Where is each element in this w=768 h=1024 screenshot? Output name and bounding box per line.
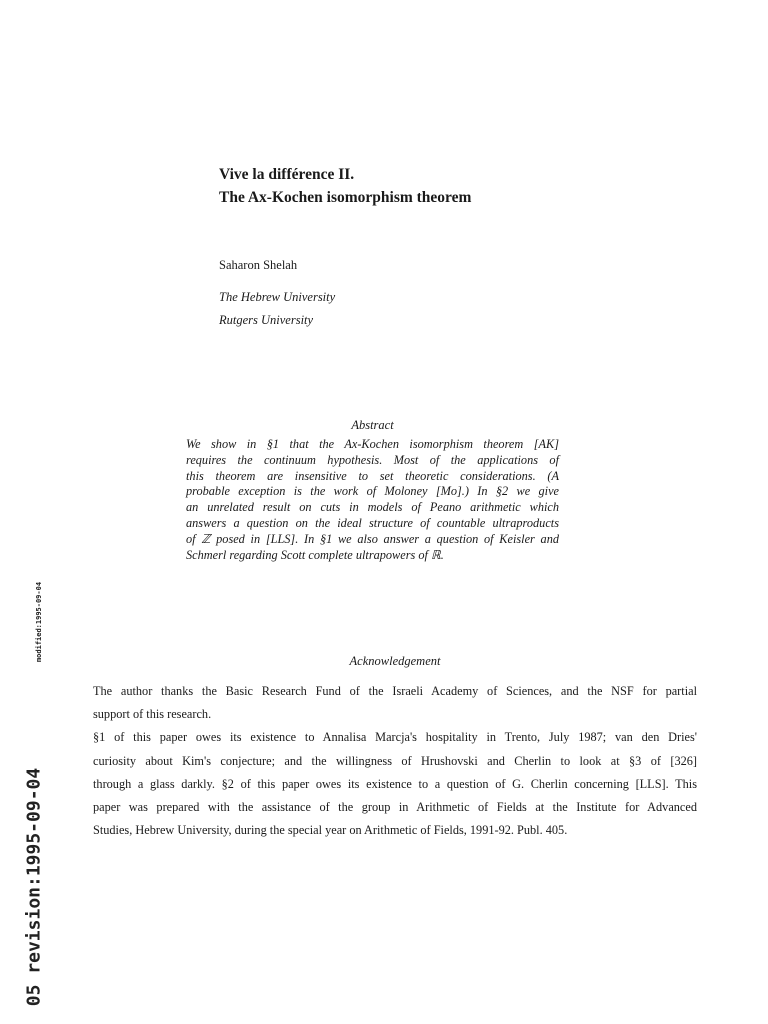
- title-line-1: Vive la différence II.: [219, 166, 355, 183]
- affiliation-2: Rutgers University: [219, 313, 314, 327]
- acknowledgement-line: paper was prepared with the assistance of the group in Arithmetic of Fields at the Institute for Advanced: [93, 800, 697, 815]
- abstract-line: answers a question on the ideal structure of countable ultraproducts: [186, 515, 559, 530]
- acknowledgement-line: The author thanks the Basic Research Fund of the Israeli Academy of Sciences, and the NSF for partial: [93, 684, 697, 698]
- abstract-line: of ℤ posed in [LLS]. In §1 we also answer a question of Keisler and: [186, 531, 559, 546]
- affiliation-1: The Hebrew University: [219, 290, 336, 304]
- abstract-line: We show in §1 that the Ax-Kochen isomorphism theorem [AK]: [186, 437, 559, 451]
- paper-title: [219, 163, 471, 209]
- author-name: Saharon Shelah: [219, 258, 298, 272]
- title-line-2: The Ax-Kochen isomorphism theorem: [219, 189, 472, 206]
- modified-date-stamp: modified:1995-09-04: [35, 581, 43, 663]
- acknowledgement-body: [93, 680, 697, 842]
- abstract-line: this theorem are insensitive to set theoretic considerations. (A: [186, 468, 559, 483]
- acknowledgement-line: §1 of this paper owes its existence to Annalisa Marcja's hospitality in Trento, July 1987; van den Dries': [93, 730, 697, 745]
- abstract-heading: Abstract: [351, 418, 394, 432]
- abstract-line: Schmerl regarding Scott complete ultrapowers of ℝ.: [186, 547, 444, 562]
- acknowledgement-line: through a glass darkly. §2 of this paper owes its existence to a question of G. Cherlin concerning [LLS]. This: [93, 776, 697, 791]
- abstract-line: probable exception is the work of Moloney [Mo].) In §2 we give: [186, 484, 559, 499]
- abstract-body: [186, 437, 559, 563]
- abstract-line: requires the continuum hypothesis. Most of the applications of: [186, 452, 559, 467]
- abstract-line: an unrelated result on cuts in models of Peano arithmetic which: [186, 500, 559, 515]
- revision-date-stamp: 05 revision:1995-09-04: [23, 767, 45, 1007]
- acknowledgement-line: Studies, Hebrew University, during the special year on Arithmetic of Fields, 1991-92. Publ. 405.: [93, 823, 568, 838]
- acknowledgement-line: support of this research.: [93, 707, 212, 722]
- acknowledgement-line: curiosity about Kim's conjecture; and the willingness of Hrushovski and Cherlin to look at §3 of [326]: [93, 753, 697, 768]
- acknowledgement-heading: Acknowledgement: [349, 654, 441, 668]
